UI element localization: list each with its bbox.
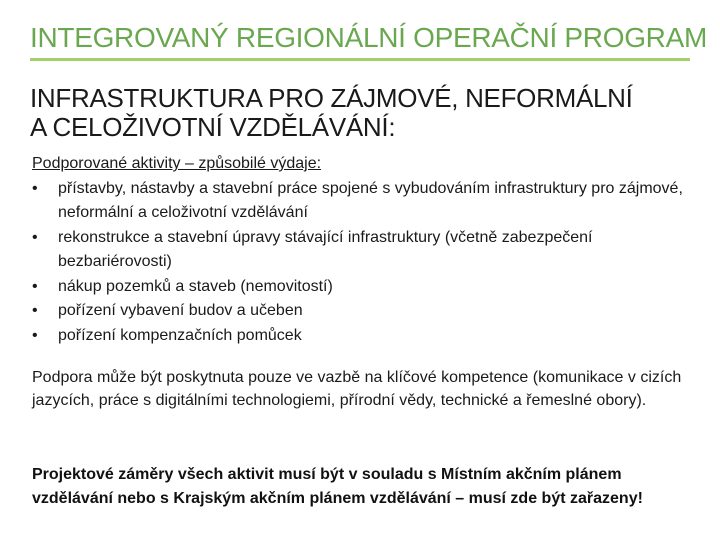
activities-heading: Podporované aktivity – způsobilé výdaje: — [32, 155, 322, 172]
section-title-line-2: A CELOŽIVOTNÍ VZDĚLÁVÁNÍ: — [30, 112, 396, 142]
list-item: • rekonstrukce a stavební úpravy stávající infrastruktury (včetně zabezpečení bezbariérovosti) — [32, 226, 692, 275]
program-title: INTEGROVANÝ REGIONÁLNÍ OPERAČNÍ PROGRAM — [30, 22, 707, 53]
list-item: • přístavby, nástavby a stavební práce spojené s vybudováním infrastruktury pro zájmové, neformální a celoživotní vzdělávání — [32, 177, 692, 226]
list-item: • pořízení vybavení budov a učeben — [32, 299, 692, 324]
requirement-paragraph: Projektové záměry všech aktivit musí být v souladu s Místním akčním plánem vzdělávání nebo s Krajským akčním plánem vzdělávání – musí zde být zařazeny! — [32, 466, 643, 507]
header-divider — [30, 58, 690, 61]
section-title-line-1: INFRASTRUKTURA PRO ZÁJMOVÉ, NEFORMÁLNÍ — [30, 83, 633, 113]
list-item: • pořízení kompenzačních pomůcek — [32, 324, 692, 349]
list-item: • nákup pozemků a staveb (nemovitostí) — [32, 275, 692, 300]
support-paragraph: Podpora může být poskytnuta pouze ve vazbě na klíčové kompetence (komunikace v cizích jazycích, práce s digitálními technologiemi, přírodní vědy, technické a řemeslné obory). — [32, 369, 682, 409]
slide-header — [30, 20, 707, 61]
activities-list — [32, 177, 692, 349]
activities-block — [32, 152, 692, 348]
section-title — [30, 84, 690, 142]
